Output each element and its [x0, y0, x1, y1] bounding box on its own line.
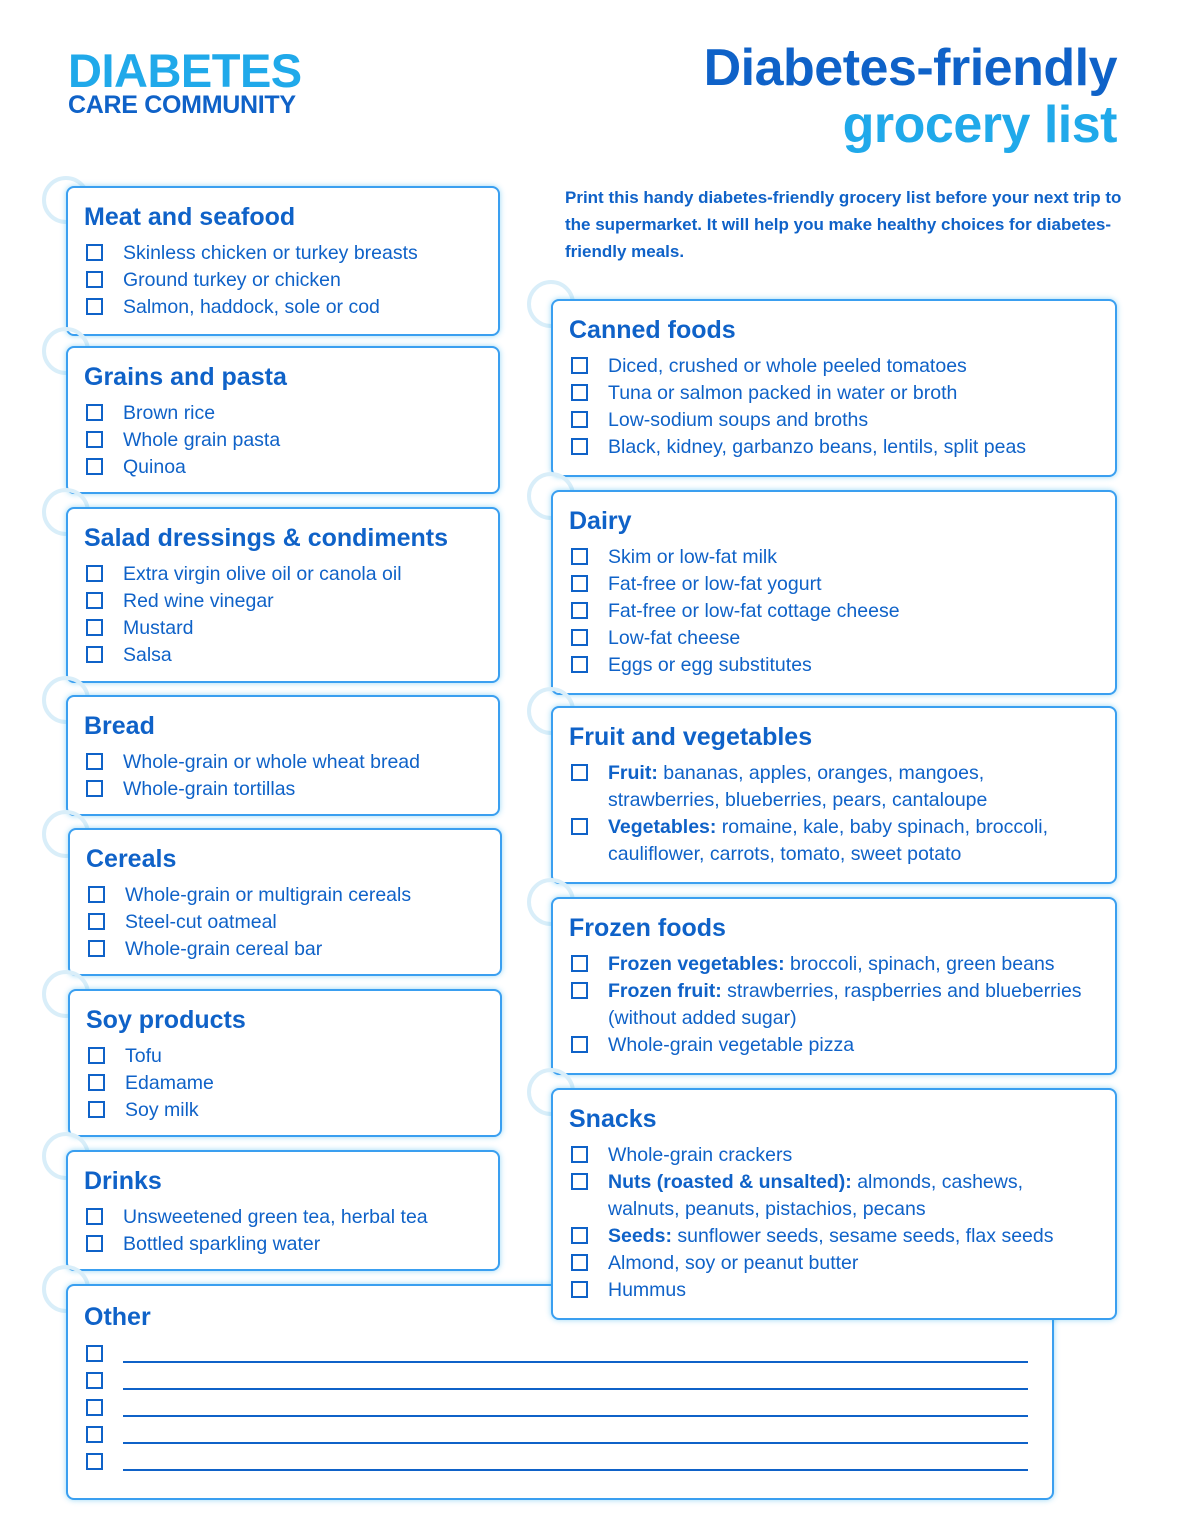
list-item: Salmon, haddock, sole or cod	[84, 294, 482, 321]
section-soy-products	[68, 989, 502, 1137]
checkbox[interactable]	[571, 1173, 588, 1190]
list-item: Skinless chicken or turkey breasts	[84, 240, 482, 267]
checkbox[interactable]	[86, 1372, 103, 1389]
checkbox[interactable]	[571, 411, 588, 428]
item-text: broccoli, spinach, green beans	[784, 953, 1055, 975]
write-in-line[interactable]	[123, 1361, 1028, 1363]
section-title: Frozen foods	[569, 914, 726, 942]
list-item: Whole-grain vegetable pizza	[569, 1032, 1099, 1059]
blank-line[interactable]	[84, 1367, 1036, 1394]
item-text: strawberries, raspberries and blueberries (without added sugar)	[608, 980, 1082, 1029]
list-item: Salsa	[84, 642, 482, 669]
checkbox[interactable]	[571, 602, 588, 619]
section-title: Grains and pasta	[84, 363, 287, 391]
item-text: sunflower seeds, sesame seeds, flax seeds	[671, 1225, 1054, 1247]
checkbox[interactable]	[571, 1146, 588, 1163]
list-item: Mustard	[84, 615, 482, 642]
list-item	[569, 1223, 1099, 1250]
checkbox[interactable]	[571, 656, 588, 673]
checkbox[interactable]	[88, 1047, 105, 1064]
section-bread	[66, 695, 500, 816]
list-item	[569, 1169, 1099, 1223]
checkbox[interactable]	[571, 1281, 588, 1298]
checkbox[interactable]	[86, 1453, 103, 1470]
list-item: Whole-grain tortillas	[84, 776, 482, 803]
write-in-line[interactable]	[123, 1388, 1028, 1390]
checkbox[interactable]	[88, 1074, 105, 1091]
blank-line[interactable]	[84, 1448, 1036, 1475]
item-label: Fruit:	[608, 762, 658, 784]
blank-line[interactable]	[84, 1394, 1036, 1421]
checkbox[interactable]	[86, 458, 103, 475]
checkbox[interactable]	[571, 1036, 588, 1053]
section-title: Meat and seafood	[84, 203, 296, 231]
checkbox[interactable]	[86, 244, 103, 261]
intro-text: Print this handy diabetes-friendly grocery list before your next trip to the supermarket. It will help you make healthy choices for diabetes-friendly meals.	[565, 188, 1122, 261]
list-item: Fat-free or low-fat cottage cheese	[569, 598, 1099, 625]
checkbox[interactable]	[88, 1101, 105, 1118]
section-title: Cereals	[86, 845, 177, 873]
item-label: Frozen vegetables:	[608, 953, 785, 975]
section-title: Snacks	[569, 1105, 657, 1133]
list-item: Brown rice	[84, 400, 482, 427]
list-item: Red wine vinegar	[84, 588, 482, 615]
list-item: Ground turkey or chicken	[84, 267, 482, 294]
section-drinks	[66, 1150, 500, 1271]
list-item: Extra virgin olive oil or canola oil	[84, 561, 482, 588]
checkbox[interactable]	[88, 913, 105, 930]
list-item: Skim or low-fat milk	[569, 544, 1099, 571]
list-item	[569, 814, 1099, 868]
checkbox[interactable]	[86, 431, 103, 448]
list-item: Eggs or egg substitutes	[569, 652, 1099, 679]
section-title: Soy products	[86, 1006, 246, 1034]
section-grains-and-pasta	[66, 346, 500, 494]
brand-name: DIABETES	[68, 44, 302, 97]
section-title: Drinks	[84, 1167, 162, 1195]
section-title: Bread	[84, 712, 155, 740]
checkbox[interactable]	[86, 592, 103, 609]
list-item: Whole-grain or whole wheat bread	[84, 749, 482, 776]
checkbox[interactable]	[86, 1235, 103, 1252]
list-item: Whole-grain cereal bar	[86, 936, 484, 963]
item-text: romaine, kale, baby spinach, broccoli, cauliflower, carrots, tomato, sweet potato	[608, 816, 1049, 865]
checkbox[interactable]	[86, 271, 103, 288]
section-title: Fruit and vegetables	[569, 723, 813, 751]
write-in-line[interactable]	[123, 1415, 1028, 1417]
list-item: Low-sodium soups and broths	[569, 407, 1099, 434]
list-item: Whole grain pasta	[84, 427, 482, 454]
list-item: Tuna or salmon packed in water or broth	[569, 380, 1099, 407]
list-item	[569, 760, 1099, 814]
item-label: Nuts (roasted & unsalted):	[608, 1171, 852, 1193]
checkbox[interactable]	[571, 982, 588, 999]
list-item: Tofu	[86, 1043, 484, 1070]
checkbox[interactable]	[571, 955, 588, 972]
section-canned-foods	[551, 299, 1117, 477]
checkbox[interactable]	[88, 940, 105, 957]
checkbox[interactable]	[86, 753, 103, 770]
section-salad-dressings	[66, 507, 500, 683]
list-item: Unsweetened green tea, herbal tea	[84, 1204, 482, 1231]
section-title: Dairy	[569, 507, 632, 535]
checkbox[interactable]	[86, 619, 103, 636]
checkbox[interactable]	[571, 575, 588, 592]
checkbox[interactable]	[571, 438, 588, 455]
section-fruit-and-vegetables	[551, 706, 1117, 884]
list-item: Quinoa	[84, 454, 482, 481]
section-frozen-foods	[551, 897, 1117, 1075]
item-label: Vegetables:	[608, 816, 717, 838]
checkbox[interactable]	[86, 780, 103, 797]
section-snacks	[551, 1088, 1117, 1320]
list-item: Soy milk	[86, 1097, 484, 1124]
blank-line[interactable]	[84, 1340, 1036, 1367]
checkbox[interactable]	[86, 1345, 103, 1362]
list-item: Steel-cut oatmeal	[86, 909, 484, 936]
list-item: Black, kidney, garbanzo beans, lentils, split peas	[569, 434, 1099, 461]
item-text: bananas, apples, oranges, mangoes, strawberries, blueberries, pears, cantaloupe	[608, 762, 988, 811]
checkbox[interactable]	[86, 298, 103, 315]
checkbox[interactable]	[88, 886, 105, 903]
list-item: Low-fat cheese	[569, 625, 1099, 652]
list-item: Almond, soy or peanut butter	[569, 1250, 1099, 1277]
list-item: Fat-free or low-fat yogurt	[569, 571, 1099, 598]
section-title: Canned foods	[569, 316, 736, 344]
checkbox[interactable]	[86, 1399, 103, 1416]
list-item: Whole-grain crackers	[569, 1142, 1099, 1169]
checkbox[interactable]	[571, 818, 588, 835]
checkbox[interactable]	[86, 404, 103, 421]
item-label: Seeds:	[608, 1225, 672, 1247]
list-item: Whole-grain or multigrain cereals	[86, 882, 484, 909]
section-dairy	[551, 490, 1117, 695]
checkbox[interactable]	[86, 646, 103, 663]
list-item: Bottled sparkling water	[84, 1231, 482, 1258]
brand-logo	[68, 44, 302, 119]
checkbox[interactable]	[86, 1208, 103, 1225]
checkbox[interactable]	[571, 1254, 588, 1271]
list-item: Hummus	[569, 1277, 1099, 1304]
page-title-line-2: grocery list	[842, 96, 1117, 154]
list-item: Edamame	[86, 1070, 484, 1097]
checkbox[interactable]	[571, 764, 588, 781]
checkbox[interactable]	[571, 357, 588, 374]
checkbox[interactable]	[86, 1426, 103, 1443]
checkbox[interactable]	[571, 629, 588, 646]
checkbox[interactable]	[86, 565, 103, 582]
brand-subname: CARE COMMUNITY	[68, 91, 296, 119]
checkbox[interactable]	[571, 548, 588, 565]
write-in-line[interactable]	[123, 1442, 1028, 1444]
section-title: Other	[84, 1303, 151, 1331]
blank-line[interactable]	[84, 1421, 1036, 1448]
page-title	[704, 40, 1117, 154]
list-item	[569, 951, 1099, 978]
page-title-line-1: Diabetes-friendly	[703, 39, 1117, 97]
section-title: Salad dressings & condiments	[84, 524, 448, 552]
checkbox[interactable]	[571, 384, 588, 401]
write-in-line[interactable]	[123, 1469, 1028, 1471]
item-text: almonds, cashews, walnuts, peanuts, pistachios, pecans	[608, 1171, 1024, 1220]
list-item	[569, 978, 1099, 1032]
section-meat-and-seafood	[66, 186, 500, 336]
checkbox[interactable]	[571, 1227, 588, 1244]
list-item: Diced, crushed or whole peeled tomatoes	[569, 353, 1099, 380]
item-label: Frozen fruit:	[608, 980, 722, 1002]
section-cereals	[68, 828, 502, 976]
